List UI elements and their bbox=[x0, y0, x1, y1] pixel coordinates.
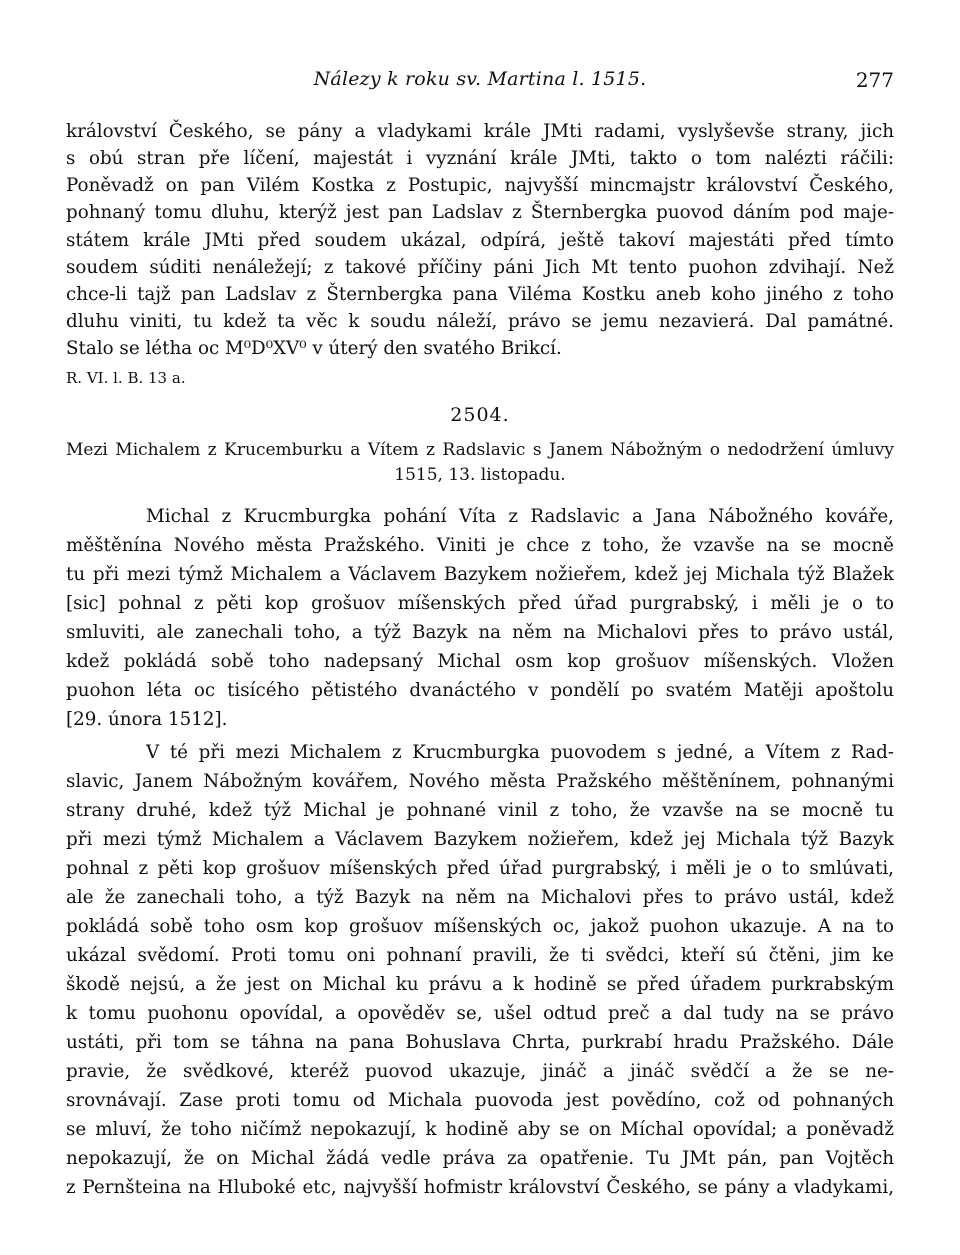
text-line: pohnaný tomu dluhu, kterýž jest pan Ladslav z Šternbergka puovod dáním pod maje- bbox=[66, 202, 894, 223]
text-line: pohnal z pěti kop grošuov míšenských před úřad purgrabský, i měli je o to smlúvati, bbox=[66, 858, 894, 879]
text-line: Poněvadž on pan Vilém Kostka z Postupic, najvyšší mincmajstr království Českého, bbox=[66, 175, 894, 196]
text-line: nepokazují, že on Michal žádá vedle práva za opatřenie. Tu JMt pán, pan Vojtěch bbox=[66, 1148, 894, 1169]
text-line: ukázal svědomí. Proti tomu oni pohnaní pravili, že ti svědci, kteří sú čtěni, jim ke bbox=[66, 945, 894, 966]
text-line: smluviti, ale zanechali toho, a týž Bazyk na něm na Michalovi přes to právo ustál, bbox=[66, 622, 894, 643]
text-line: při mezi týmž Michalem a Václavem Bazykem nožieřem, kdež jej Michala týž Bazyk bbox=[66, 829, 894, 850]
text-line: strany druhé, kdež týž Michal je pohnané vinil z toho, že vzavše na se mocně tu bbox=[66, 800, 894, 821]
text-line: kdež pokládá sobě toho nadepsaný Michal osm kop grošuov míšenských. Vložen bbox=[66, 651, 894, 672]
text-line: státem krále JMti před soudem ukázal, odpírá, ještě takoví majestáti před tímto bbox=[66, 230, 894, 251]
text-line: k tomu puohonu opovídal, a opověděv se, ušel odtud preč a dal tudy na se právo bbox=[66, 1003, 894, 1024]
source-reference: R. VI. l. B. 13 a. bbox=[66, 369, 186, 387]
text-line: ale že zanechali toho, a týž Bazyk na něm na Michalovi přes to právo ustál, kdež bbox=[66, 887, 894, 908]
text-line: V té při mezi Michalem z Krucmburgka puovodem s jedné, a Vítem z Rad- bbox=[146, 742, 894, 763]
regest-line: Mezi Michalem z Krucemburku a Vítem z Radslavic s Janem Nábožným o nedodržení úmluvy bbox=[66, 440, 894, 460]
text-line: ustáti, při tom se táhna na pana Bohuslava Chrta, purkrabí hradu Pražského. Dále bbox=[66, 1032, 894, 1053]
text-line: Stalo se létha oc M⁰D⁰XV⁰ v úterý den svatého Brikcí. bbox=[66, 338, 562, 359]
regest-date: 1515, 13. listopadu. bbox=[394, 465, 566, 485]
text-line: dluhu viniti, tu kdež ta věc k soudu náleží, právo se jemu nezavierá. Dal památné. bbox=[66, 311, 894, 332]
page-header bbox=[66, 68, 894, 98]
document-number: 2504. bbox=[450, 404, 510, 426]
text-line: pravie, že svědkové, kteréž puovod ukazuje, jináč a jináč svědčí a že se ne- bbox=[66, 1061, 894, 1082]
text-line: s obú stran pře líčení, majestát i vyznání krále JMti, takto o tom nalézti ráčili: bbox=[66, 148, 894, 169]
text-line: puohon léta oc tisícého pětistého dvanáctého v pondělí po svatém Matěji apoštolu bbox=[66, 680, 894, 701]
page-number: 277 bbox=[855, 68, 894, 92]
text-line: z Pernšteina na Hluboké etc, najvyšší hofmistr království Českého, se pány a vladykami, bbox=[66, 1177, 894, 1198]
text-line: srovnávají. Zase proti tomu od Michala puovoda jest povědíno, což od pohnaných bbox=[66, 1090, 894, 1111]
text-line: měštěnína Nového města Pražského. Viniti je chce z toho, že vzavše na se mocně bbox=[66, 535, 894, 556]
text-line: chce-li tajž pan Ladslav z Šternbergka pana Viléma Kostku aneb koho jiného z toho bbox=[66, 284, 894, 305]
text-line: pokládá sobě toho osm kop grošuov míšenských oc, jakož puohon ukazuje. A na to bbox=[66, 916, 894, 937]
text-line: škodě nejsú, a že jest on Michal ku právu a k hodině se před úřadem purkrabským bbox=[66, 974, 894, 995]
text-line: slavic, Janem Nábožným kovářem, Nového města Pražského měštěnínem, pohnanými bbox=[66, 771, 894, 792]
running-title: Nálezy k roku sv. Martina l. 1515. bbox=[313, 68, 647, 90]
text-line: [sic] pohnal z pěti kop grošuov míšenských před úřad purgrabský, i měli je o to bbox=[66, 593, 894, 614]
text-line: [29. února 1512]. bbox=[66, 709, 228, 730]
text-line: soudem súditi nenáležejí; z takové příčiny páni Jich Mt tento puohon zdvihají. Než bbox=[66, 257, 894, 278]
text-line: království Českého, se pány a vladykami krále JMti radami, vyslyševše strany, jich bbox=[66, 121, 894, 142]
text-line: Michal z Krucmburgka pohání Víta z Radslavic a Jana Nábožného kováře, bbox=[146, 506, 894, 527]
text-line: se mluví, že toho ničímž nepokazují, k hodině aby se on Míchal opovídal; a poněvadž bbox=[66, 1119, 894, 1140]
text-line: tu při mezi týmž Michalem a Václavem Bazykem nožieřem, kdež jej Michala týž Blažek bbox=[66, 564, 894, 585]
